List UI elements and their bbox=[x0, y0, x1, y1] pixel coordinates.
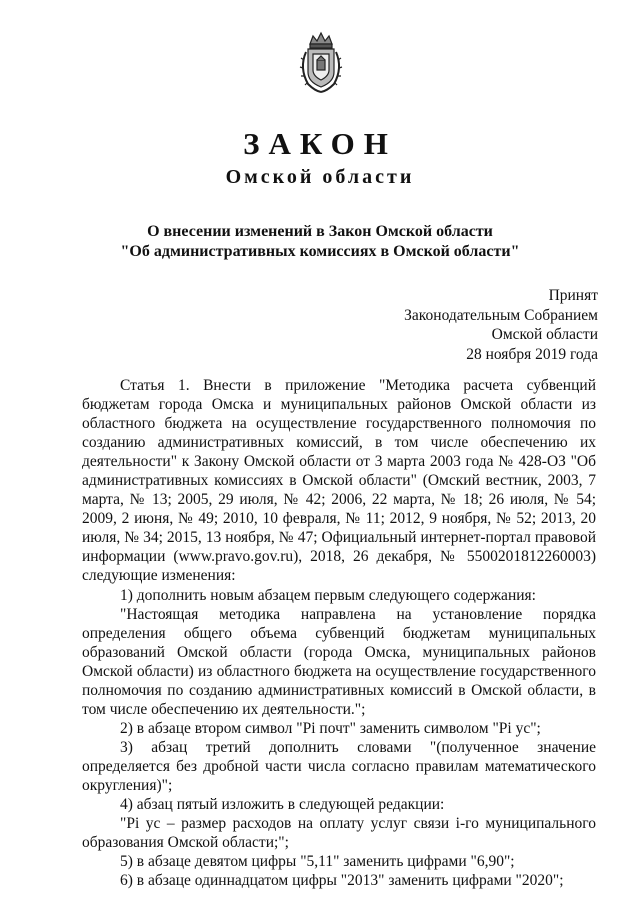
adoption-block bbox=[404, 286, 598, 364]
amendment-item: 1) дополнить новым абзацем первым следующего содержания: bbox=[120, 586, 536, 604]
amendment-quote: "Настоящая методика направлена на установление порядка определения общего объема субвенций бюджетам муниципальных образований Омской области (города Омска, муниципальных районов Омской области) из областного бюджета на осуществление государственного полномочия по созданию административных комиссий в Омской области, в том числе обеспечению их деятельности."; bbox=[82, 605, 596, 718]
amendment-item: 2) в абзаце втором символ "Pi почт" заменить символом "Pi ус"; bbox=[120, 719, 541, 737]
law-name bbox=[0, 222, 640, 262]
document-body bbox=[82, 376, 596, 890]
law-name-line: "Об административных комиссиях в Омской области" bbox=[120, 243, 520, 260]
amendment-item: 4) абзац пятый изложить в следующей редакции: bbox=[120, 796, 445, 814]
adoption-date: 28 ноября 2019 года bbox=[466, 345, 598, 363]
omsk-coat-of-arms-emblem bbox=[296, 30, 346, 96]
amendment-item: 6) в абзаце одиннадцатом цифры "2013" заменить цифрами "2020"; bbox=[120, 872, 564, 890]
law-name-line: О внесении изменений в Закон Омской области bbox=[147, 223, 493, 240]
adoption-line: Законодательным Собранием bbox=[404, 306, 598, 324]
adoption-line: Омской области bbox=[491, 326, 598, 344]
amendment-item: 5) в абзаце девятом цифры "5,11" заменить цифрами "6,90"; bbox=[120, 853, 515, 871]
adoption-line: Принят bbox=[548, 287, 598, 304]
document-subtitle: Омской области bbox=[225, 166, 415, 188]
amendment-quote: "Pi ус – размер расходов на оплату услуг связи i-го муниципального образования Омской области;"; bbox=[82, 815, 596, 852]
amendment-item: 3) абзац третий дополнить словами "(полученное значение определяется без дробной части числа согласно правилам математического округления)"; bbox=[82, 738, 596, 794]
article-1-paragraph: Статья 1. Внести в приложение "Методика расчета субвенций бюджетам города Омска и муниципальных районов Омской области из областного бюджета на осуществление государственного полномочия по созданию административных комиссий, в том числе обеспечению их деятельности" к Закону Омской области от 3 марта 2003 года № 428-ОЗ "Об административных комиссиях в Омской области" (Омский вестник, 2003, 7 марта, № 13; 2005, 29 июля, № 42; 2006, 22 марта, № 18; 26 июля, № 54; 2009, 2 июня, № 49; 2010, 10 февраля, № 11; 2012, 9 ноября, № 52; 2013, 20 июля, № 34; 2015, 13 ноября, № 47; Официальный интернет-портал правовой информации (www.pravo.gov.ru), 2018, 26 декабря, № 5500201812260003) следующие изменения: bbox=[82, 377, 596, 585]
document-title: ЗАКОН bbox=[243, 126, 397, 161]
